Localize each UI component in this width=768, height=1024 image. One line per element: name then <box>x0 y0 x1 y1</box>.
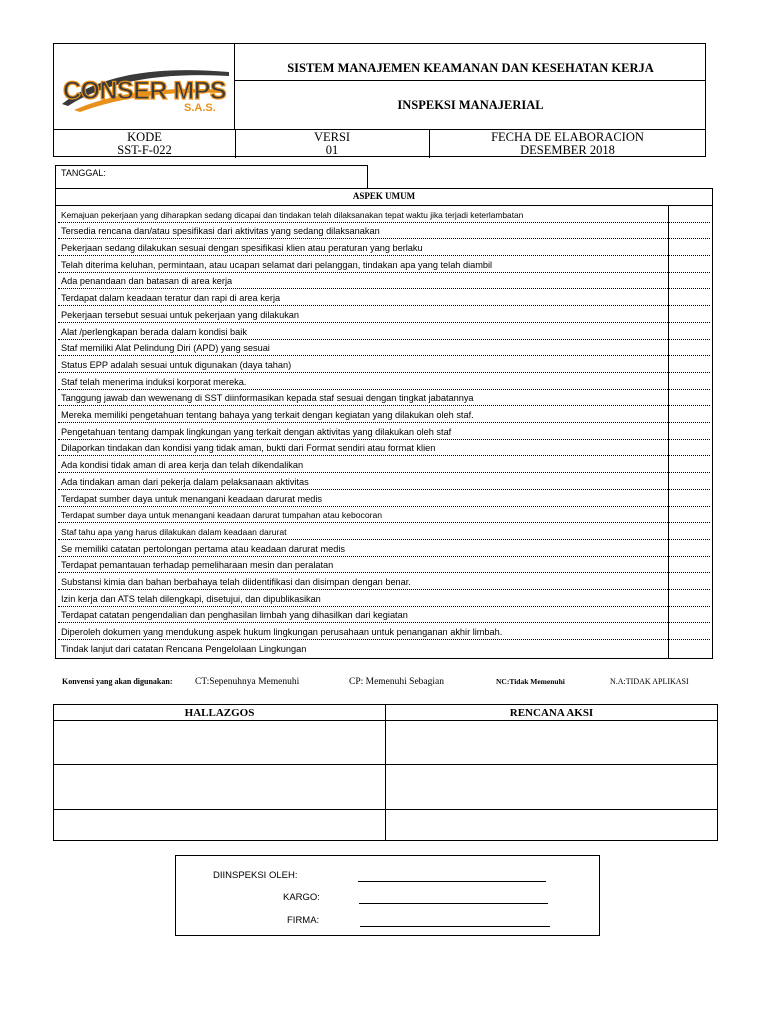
checklist-row <box>56 573 712 590</box>
checklist-row <box>56 223 712 240</box>
logo-cell <box>54 44 235 129</box>
checklist-check-cell[interactable] <box>669 423 712 440</box>
checklist-row <box>56 540 712 557</box>
checklist-check-cell[interactable] <box>669 406 712 423</box>
checklist-check-cell[interactable] <box>669 507 712 524</box>
checklist-row <box>56 640 712 657</box>
fecha-cell <box>429 130 706 158</box>
checklist-check-cell[interactable] <box>669 323 712 340</box>
inspected-by-label: DIINSPEKSI OLEH: <box>213 870 298 881</box>
checklist-row <box>56 457 712 474</box>
kode-value: SST-F-022 <box>117 143 172 157</box>
checklist-row <box>56 373 712 390</box>
convention-na: N.A:TIDAK APLIKASI <box>610 677 689 686</box>
checklist-check-cell[interactable] <box>669 440 712 457</box>
checklist-item-text: Staf tahu apa yang harus dilakukan dalam keadaan darurat <box>61 526 287 537</box>
checklist-item-text: Terdapat sumber daya untuk menangani keadaan darurat medis <box>61 493 322 504</box>
checklist-item-text: Ada kondisi tidak aman di area kerja dan telah dikendalikan <box>61 460 304 471</box>
checklist-check-cell[interactable] <box>669 523 712 540</box>
rencana-aksi-cell-3[interactable] <box>386 810 717 840</box>
checklist-check-cell[interactable] <box>669 490 712 507</box>
checklist-item-text: Terdapat dalam keadaan teratur dan rapi di area kerja <box>61 293 281 304</box>
checklist-check-cell[interactable] <box>669 557 712 574</box>
checklist-item-text: Tanggung jawab dan wewenang di SST diinformasikan kepada staf sesuai dengan tingkat jabatannya <box>61 393 474 404</box>
rencana-aksi-cell-1[interactable] <box>386 721 717 764</box>
checklist-item-text: Staf telah menerima induksi korporat mereka. <box>61 376 247 387</box>
checklist-check-cell[interactable] <box>669 290 712 307</box>
checklist-row <box>56 523 712 540</box>
checklist-row <box>56 290 712 307</box>
checklist-check-cell[interactable] <box>669 223 712 240</box>
checklist-check-cell[interactable] <box>669 624 712 641</box>
checklist-row <box>56 490 712 507</box>
checklist-item-text: Staf memiliki Alat Pelindung Diri (APD) yang sesuai <box>61 343 270 354</box>
logo-main-text: CONSER MPS <box>63 77 227 105</box>
checklist-item-text: Dilaporkan tindakan dan kondisi yang tidak aman, bukti dari Format sendiri atau format klien <box>61 443 436 454</box>
findings-action-table <box>53 704 718 841</box>
checklist-check-cell[interactable] <box>669 206 712 223</box>
rencana-aksi-cell-2[interactable] <box>386 765 717 809</box>
checklist-row <box>56 390 712 407</box>
checklist-row <box>56 340 712 357</box>
versi-value: 01 <box>325 143 339 157</box>
checklist-check-cell[interactable] <box>669 590 712 607</box>
fecha-value: DESEMBER 2018 <box>520 143 615 157</box>
document-title: SISTEM MANAJEMEN KEAMANAN DAN KESEHATAN KERJA <box>235 44 706 81</box>
checklist-check-cell[interactable] <box>669 607 712 624</box>
versi-cell <box>235 130 429 158</box>
checklist-row <box>56 406 712 423</box>
checklist-item-text: Terdapat catatan pengendalian dan penghasilan limbah yang dihasilkan dari kegiatan <box>61 610 408 621</box>
kargo-line[interactable] <box>359 902 548 904</box>
checklist-row <box>56 624 712 641</box>
checklist-check-cell[interactable] <box>669 640 712 657</box>
checklist-item-text: Pekerjaan sedang dilakukan sesuai dengan spesifikasi klien atau peraturan yang berlaku <box>61 243 423 254</box>
tanggal-label: TANGGAL: <box>61 168 106 178</box>
checklist-check-cell[interactable] <box>669 373 712 390</box>
convention-cp: CP: Memenuhi Sebagian <box>349 677 444 687</box>
checklist-check-cell[interactable] <box>669 256 712 273</box>
checklist-row <box>56 239 712 256</box>
checklist-row <box>56 323 712 340</box>
checklist-item-text: Pengetahuan tentang dampak lingkungan yang terkait dengan aktivitas yang dilakukan oleh staf <box>61 426 452 437</box>
logo-sub-text: S.A.S. <box>184 102 216 114</box>
checklist-item-text: Substansi kimia dan bahan berbahaya telah diidentifikasi dan disimpan dengan benar. <box>61 577 411 588</box>
checklist-row <box>56 273 712 290</box>
checklist-item-text: Telah diterima keluhan, permintaan, atau ucapan selamat dari pelanggan, tindakan apa yang telah diambil <box>61 259 493 270</box>
document-header <box>53 43 706 157</box>
hallazgos-cell-3[interactable] <box>54 810 385 840</box>
signature-box <box>175 855 600 936</box>
firma-label: FIRMA: <box>287 915 320 926</box>
checklist-check-cell[interactable] <box>669 273 712 290</box>
kode-label: KODE <box>127 130 162 144</box>
checklist-item-text: Se memiliki catatan pertolongan pertama atau keadaan darurat medis <box>61 543 345 554</box>
checklist-item-text: Ada penandaan dan batasan di area kerja <box>61 276 233 287</box>
checklist-item-text: Izin kerja dan ATS telah dilengkapi, disetujui, dan dipublikasikan <box>61 593 321 604</box>
company-logo <box>54 44 235 129</box>
checklist-check-cell[interactable] <box>669 457 712 474</box>
checklist-row <box>56 557 712 574</box>
checklist-row <box>56 423 712 440</box>
checklist-row <box>56 590 712 607</box>
hallazgos-cell-2[interactable] <box>54 765 385 809</box>
versi-label: VERSI <box>313 130 351 144</box>
kode-cell <box>54 130 235 158</box>
convention-label: Konvensi yang akan digunakan: <box>62 677 173 686</box>
meta-row <box>54 129 706 157</box>
checklist-item-text: Diperoleh dokumen yang mendukung aspek hukum lingkungan perusahaan untuk penanganan akhir limbah. <box>61 627 503 638</box>
convention-ct: CT:Sepenuhnya Memenuhi <box>195 677 300 687</box>
checklist-item-text: Terdapat pemantauan terhadap pemeliharaan mesin dan peralatan <box>61 560 334 571</box>
convention-nc: NC:Tidak Memenuhi <box>496 677 565 686</box>
firma-line[interactable] <box>360 925 550 927</box>
rencana-aksi-header: RENCANA AKSI <box>509 707 594 719</box>
checklist-check-cell[interactable] <box>669 390 712 407</box>
checklist-row <box>56 473 712 490</box>
checklist-item-text: Tindak lanjut dari catatan Rencana Pengelolaan Lingkungan <box>61 643 307 654</box>
checklist-item-text: Mereka memiliki pengetahuan tentang bahaya yang terkait dengan kegiatan yang dilakukan oleh staf. <box>61 410 474 421</box>
hallazgos-cell-1[interactable] <box>54 721 385 764</box>
checklist-item-text: Alat /perlengkapan berada dalam kondisi baik <box>61 326 247 337</box>
checklist-item-text: Ada tindakan aman dari pekerja dalam pelaksanaan aktivitas <box>61 476 309 487</box>
checklist-item-text: Tersedia rencana dan/atau spesifikasi dari aktivitas yang sedang dilaksanakan <box>61 226 380 237</box>
checklist-table <box>55 188 713 659</box>
tanggal-field[interactable] <box>55 165 368 189</box>
checklist-row <box>56 607 712 624</box>
checklist-item-text: Kemajuan pekerjaan yang diharapkan sedang dicapai dan tindakan telah dilaksanakan tepat waktu jika terjadi keterlambatan <box>61 209 524 220</box>
checklist-item-text: Terdapat sumber daya untuk menangani keadaan darurat tumpahan atau kebocoran <box>61 510 383 521</box>
checklist-check-cell[interactable] <box>669 356 712 373</box>
checklist-check-cell[interactable] <box>669 239 712 256</box>
checklist-row <box>56 507 712 524</box>
checklist-row <box>56 256 712 273</box>
checklist-row <box>56 440 712 457</box>
kargo-label: KARGO: <box>283 892 320 903</box>
checklist-check-cell[interactable] <box>669 340 712 357</box>
document-subtitle: INSPEKSI MANAJERIAL <box>397 97 544 112</box>
hallazgos-header: HALLAZGOS <box>184 707 255 719</box>
fecha-label: FECHA DE ELABORACION <box>491 130 644 144</box>
checklist-item-text: Status EPP adalah sesuai untuk digunakan (daya tahan) <box>61 359 292 370</box>
checklist-check-cell[interactable] <box>669 473 712 490</box>
checklist-row <box>56 206 712 223</box>
checklist-item-text: Pekerjaan tersebut sesuai untuk pekerjaan yang dilakukan <box>61 309 300 320</box>
checklist-check-cell[interactable] <box>669 306 712 323</box>
inspected-by-line[interactable] <box>358 880 546 882</box>
aspek-umum-header: ASPEK UMUM <box>56 189 712 206</box>
checklist-check-cell[interactable] <box>669 540 712 557</box>
convention-legend <box>62 677 722 693</box>
checklist-row <box>56 356 712 373</box>
checklist-check-cell[interactable] <box>669 573 712 590</box>
checklist-row <box>56 306 712 323</box>
